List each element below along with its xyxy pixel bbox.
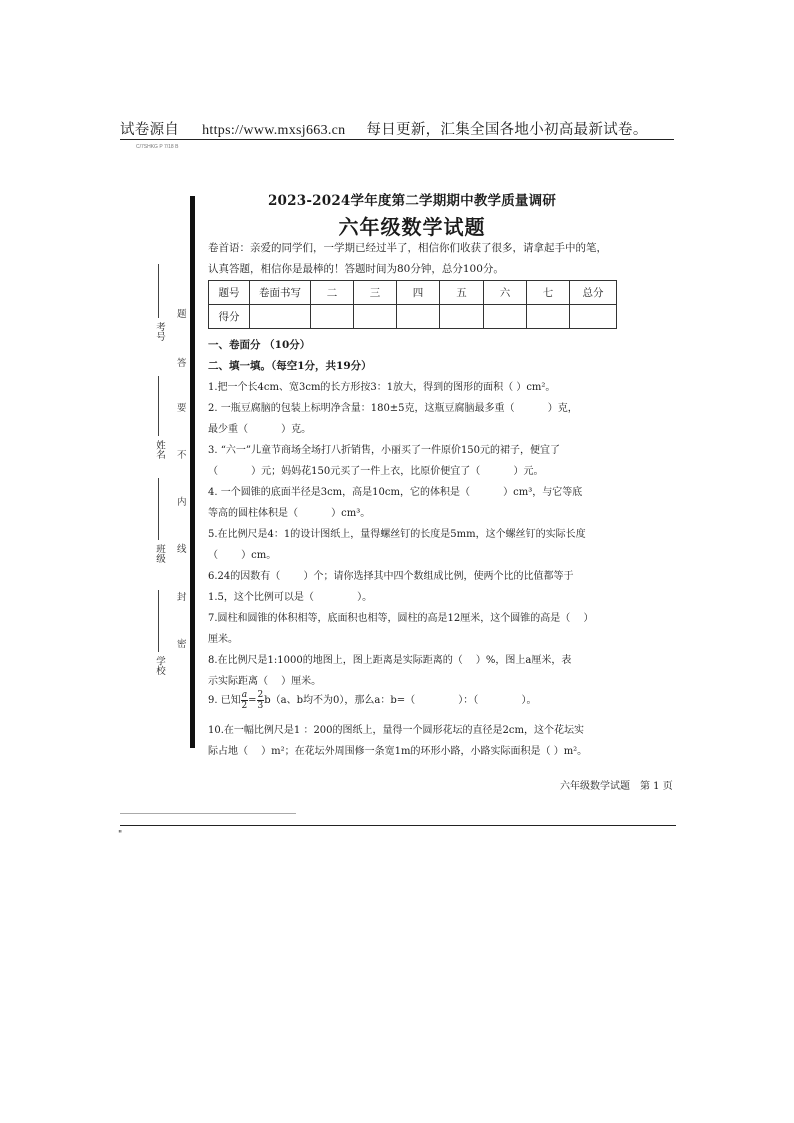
question-line: 示实际距离（ ）厘米。 <box>208 676 322 687</box>
q9-prefix: 9. 已知 <box>208 695 241 706</box>
seal-char: 不 <box>177 450 187 461</box>
fraction-denominator: 3 <box>257 701 264 711</box>
table-header-cell: 四 <box>397 281 440 305</box>
question-line: 等高的圆柱体积是（ ）cm³。 <box>208 508 371 519</box>
score-table-header-row <box>209 281 617 305</box>
scan-code: C/7SHKG P 7/18 B <box>136 144 179 150</box>
exam-number-line <box>158 264 159 318</box>
question-line: 际占地（ ）m²；在花坛外周围修一条宽1m的环形小路，小路实际面积是（ ）m²。 <box>208 746 588 757</box>
field-exam-number: 考号 <box>154 322 165 341</box>
question-line: 7.圆柱和圆锥的体积相等，底面积也相等，圆柱的高是12厘米，这个圆锥的高是（ ） <box>208 613 594 624</box>
score-cell[interactable] <box>570 305 617 329</box>
fraction-numerator: a <box>241 690 248 700</box>
source-label: 试卷源自 <box>120 122 180 138</box>
table-row-label: 得分 <box>209 305 250 329</box>
table-header-cell: 七 <box>527 281 570 305</box>
score-cell[interactable] <box>527 305 570 329</box>
question-line: 3. “六一”儿童节商场全场打八折销售，小丽买了一件原价150元的裙子，便宜了 <box>208 445 561 456</box>
header-divider <box>120 139 674 140</box>
table-header-cell: 三 <box>354 281 397 305</box>
question-9 <box>208 689 616 713</box>
intro-line-1: 卷首语：亲爱的同学们，一学期已经过半了，相信你们收获了很多，请拿起手中的笔， <box>208 242 607 254</box>
question-line: （ ）元；妈妈花150元买了一件上衣，比原价便宜了（ ）元。 <box>208 466 544 477</box>
bottom-divider <box>120 825 676 826</box>
fraction-numerator: 2 <box>257 690 264 700</box>
seal-char: 内 <box>177 497 187 508</box>
fraction-denominator: 2 <box>241 701 248 711</box>
seal-char: 密 <box>177 639 187 650</box>
faint-divider <box>120 813 296 814</box>
exam-subject-title: 六年级数学试题 <box>338 215 486 239</box>
score-cell[interactable] <box>311 305 354 329</box>
question-line: 2. 一瓶豆腐脑的包装上标明净含量：180±5克，这瓶豆腐脑最多重（ ）克， <box>208 403 578 414</box>
question-line: 5.在比例尺是4：1的设计图纸上，量得螺丝钉的长度是5mm，这个螺丝钉的实际长度 <box>208 529 586 540</box>
source-header <box>120 118 648 139</box>
fraction-a-over-2 <box>241 690 248 711</box>
name-line <box>158 376 159 436</box>
intro-line-2: 认真答题，相信你是最棒的！答题时间为80分钟，总分100分。 <box>208 263 504 275</box>
binding-bar <box>190 196 195 748</box>
school-line <box>158 590 159 652</box>
question-line: 1.5，这个比例可以是（ ）。 <box>208 592 373 603</box>
question-line: 厘米。 <box>208 634 238 645</box>
score-cell[interactable] <box>484 305 527 329</box>
table-header-cell: 题号 <box>209 281 250 305</box>
source-url[interactable]: https://www.mxsj663.cn <box>202 123 346 138</box>
score-cell[interactable] <box>440 305 484 329</box>
seal-char: 封 <box>177 592 187 603</box>
seal-char: 答 <box>177 358 187 369</box>
table-header-cell: 总分 <box>570 281 617 305</box>
field-school: 学校 <box>154 656 165 675</box>
section-heading: 二、填一填。（每空1分，共19分） <box>208 360 372 372</box>
question-line: 6.24的因数有（ ）个；请你选择其中四个数组成比例，使两个比的比值都等于 <box>208 571 574 582</box>
q9-suffix: b（a、b均不为0），那么a：b=（ ）：（ ）。 <box>264 695 537 706</box>
table-header-cell: 二 <box>311 281 354 305</box>
question-line: 1.把一个长4cm、宽3cm的长方形按3：1放大，得到的图形的面积（ ）cm²。 <box>208 382 556 393</box>
bottom-mark: " <box>118 830 123 840</box>
seal-char: 要 <box>177 403 187 414</box>
source-note: 每日更新，汇集全国各地小初高最新试卷。 <box>366 122 648 138</box>
seal-char: 线 <box>177 544 187 555</box>
table-header-cell: 六 <box>484 281 527 305</box>
table-header-cell: 卷面书写 <box>250 281 311 305</box>
class-line <box>158 478 159 540</box>
table-header-cell: 五 <box>440 281 484 305</box>
question-line: 10.在一幅比例尺是1 ：200的图纸上，量得一个圆形花坛的直径是2cm，这个花坛实 <box>208 725 584 736</box>
question-line: 8.在比例尺是1:1000的地图上，图上距离是实际距离的（ ）%，图上a厘米，表 <box>208 655 572 666</box>
question-line: （ ）cm。 <box>208 550 277 561</box>
score-cell[interactable] <box>250 305 311 329</box>
page-footer: 六年级数学试题 第 1 页 <box>560 781 673 792</box>
exam-title: 2023-2024学年度第二学期期中教学质量调研 <box>267 193 557 209</box>
score-table-score-row <box>209 305 617 329</box>
field-name: 姓名 <box>154 440 165 459</box>
score-cell[interactable] <box>397 305 440 329</box>
q9-equals: = <box>248 695 257 706</box>
seal-char: 题 <box>177 309 187 320</box>
question-line: 4. 一个圆锥的底面半径是3cm，高是10cm，它的体积是（ ）cm³，与它等底 <box>208 487 583 498</box>
score-cell[interactable] <box>354 305 397 329</box>
score-table <box>208 280 617 329</box>
question-line: 最少重（ ）克。 <box>208 424 312 435</box>
field-class: 班级 <box>154 544 165 563</box>
section-heading: 一、卷面分 （10分） <box>208 339 311 351</box>
